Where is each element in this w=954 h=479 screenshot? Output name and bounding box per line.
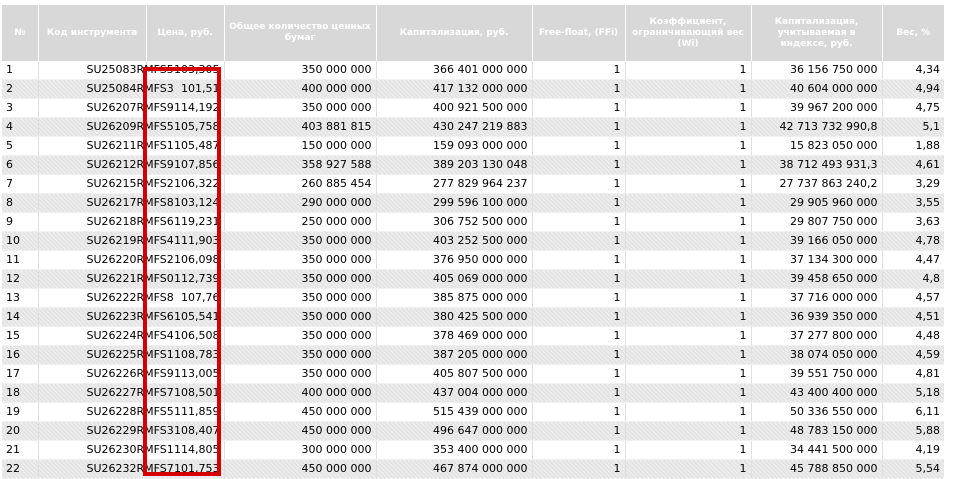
cell-weight: 5,88 [882,422,944,441]
cell-price: 103,305 [146,61,224,80]
cell-weight-limit: 1 [625,460,751,479]
cell-weight: 3,63 [882,213,944,232]
cell-index-capitalization: 50 336 550 000 [751,403,882,422]
cell-weight: 4,78 [882,232,944,251]
table-row [2,61,944,80]
cell-price: 111,903 [146,232,224,251]
cell-capitalization: 400 921 500 000 [376,99,532,118]
cell-index-capitalization: 38 712 493 931,3 [751,156,882,175]
cell-price: 107,76 [146,289,224,308]
cell-index-capitalization: 40 604 000 000 [751,80,882,99]
table-row [2,346,944,365]
table-row [2,308,944,327]
cell-weight: 4,61 [882,156,944,175]
cell-free-float: 1 [532,80,625,99]
cell-weight-limit: 1 [625,441,751,460]
cell-weight-limit: 1 [625,403,751,422]
cell-free-float: 1 [532,289,625,308]
cell-index-capitalization: 45 788 850 000 [751,460,882,479]
cell-quantity: 250 000 000 [224,213,376,232]
cell-number: 15 [2,327,38,346]
cell-free-float: 1 [532,251,625,270]
cell-code: SU26215RMFS2 [38,175,146,194]
cell-weight: 6,11 [882,403,944,422]
cell-capitalization: 366 401 000 000 [376,61,532,80]
cell-capitalization: 306 752 500 000 [376,213,532,232]
cell-weight-limit: 1 [625,118,751,137]
cell-code: SU26223RMFS6 [38,308,146,327]
cell-weight: 4,81 [882,365,944,384]
cell-free-float: 1 [532,403,625,422]
cell-code: SU26207RMFS9 [38,99,146,118]
table-row [2,327,944,346]
cell-code: SU26219RMFS4 [38,232,146,251]
col-header-code[interactable]: Код инструмента [38,5,146,61]
cell-price: 101,51 [146,80,224,99]
table-row [2,80,944,99]
cell-price: 106,098 [146,251,224,270]
cell-weight-limit: 1 [625,384,751,403]
col-header-free-float[interactable]: Free-float, (FFi) [532,5,625,61]
cell-price: 119,231 [146,213,224,232]
cell-code: SU26225RMFS1 [38,346,146,365]
cell-weight: 4,57 [882,289,944,308]
cell-quantity: 350 000 000 [224,251,376,270]
cell-quantity: 358 927 588 [224,156,376,175]
table-row [2,270,944,289]
col-header-weight-limit[interactable]: Коэффициент, ограничивающий вес (Wi) [625,5,751,61]
table-row [2,99,944,118]
cell-index-capitalization: 39 166 050 000 [751,232,882,251]
table-row [2,232,944,251]
table-row [2,289,944,308]
cell-weight-limit: 1 [625,99,751,118]
cell-capitalization: 405 069 000 000 [376,270,532,289]
cell-number: 5 [2,137,38,156]
cell-weight-limit: 1 [625,270,751,289]
cell-weight: 4,51 [882,308,944,327]
table-row [2,403,944,422]
cell-free-float: 1 [532,61,625,80]
cell-price: 105,487 [146,137,224,156]
cell-code: SU26220RMFS2 [38,251,146,270]
col-header-weight[interactable]: Вес, % [882,5,944,61]
cell-free-float: 1 [532,308,625,327]
table-row [2,460,944,479]
cell-price: 105,541 [146,308,224,327]
cell-index-capitalization: 39 967 200 000 [751,99,882,118]
cell-capitalization: 387 205 000 000 [376,346,532,365]
cell-weight: 5,18 [882,384,944,403]
cell-index-capitalization: 43 400 400 000 [751,384,882,403]
cell-quantity: 400 000 000 [224,384,376,403]
cell-number: 22 [2,460,38,479]
cell-price: 113,005 [146,365,224,384]
cell-number: 16 [2,346,38,365]
cell-code: SU26230RMFS1 [38,441,146,460]
cell-capitalization: 380 425 500 000 [376,308,532,327]
cell-quantity: 450 000 000 [224,403,376,422]
cell-price: 114,192 [146,99,224,118]
cell-capitalization: 417 132 000 000 [376,80,532,99]
cell-weight: 5,54 [882,460,944,479]
table-body [2,61,944,479]
cell-number: 21 [2,441,38,460]
cell-capitalization: 277 829 964 237 [376,175,532,194]
cell-price: 111,859 [146,403,224,422]
cell-capitalization: 405 807 500 000 [376,365,532,384]
cell-weight-limit: 1 [625,251,751,270]
cell-code: SU26232RMFS7 [38,460,146,479]
cell-weight: 4,19 [882,441,944,460]
cell-number: 1 [2,61,38,80]
cell-number: 19 [2,403,38,422]
cell-code: SU25084RMFS3 [38,80,146,99]
cell-weight-limit: 1 [625,156,751,175]
table-row [2,441,944,460]
col-header-quantity[interactable]: Общее количество ценных бумаг [224,5,376,61]
cell-price: 103,124 [146,194,224,213]
cell-weight: 4,47 [882,251,944,270]
cell-quantity: 350 000 000 [224,99,376,118]
cell-capitalization: 403 252 500 000 [376,232,532,251]
cell-free-float: 1 [532,346,625,365]
cell-weight-limit: 1 [625,80,751,99]
cell-weight-limit: 1 [625,308,751,327]
cell-index-capitalization: 37 716 000 000 [751,289,882,308]
cell-quantity: 150 000 000 [224,137,376,156]
cell-index-capitalization: 36 156 750 000 [751,61,882,80]
cell-free-float: 1 [532,99,625,118]
cell-index-capitalization: 38 074 050 000 [751,346,882,365]
cell-weight-limit: 1 [625,137,751,156]
cell-number: 2 [2,80,38,99]
table-row [2,384,944,403]
cell-code: SU26209RMFS5 [38,118,146,137]
cell-capitalization: 496 647 000 000 [376,422,532,441]
cell-index-capitalization: 29 807 750 000 [751,213,882,232]
cell-code: SU26228RMFS5 [38,403,146,422]
cell-weight-limit: 1 [625,365,751,384]
cell-weight-limit: 1 [625,61,751,80]
cell-price: 106,322 [146,175,224,194]
cell-code: SU26229RMFS3 [38,422,146,441]
col-header-price[interactable]: Цена, руб. [146,5,224,61]
table-row [2,194,944,213]
cell-index-capitalization: 42 713 732 990,8 [751,118,882,137]
cell-capitalization: 430 247 219 883 [376,118,532,137]
cell-weight: 4,75 [882,99,944,118]
cell-weight-limit: 1 [625,422,751,441]
cell-price: 107,856 [146,156,224,175]
cell-index-capitalization: 37 134 300 000 [751,251,882,270]
cell-number: 17 [2,365,38,384]
col-header-capitalization[interactable]: Капитализация, руб. [376,5,532,61]
cell-free-float: 1 [532,327,625,346]
cell-free-float: 1 [532,118,625,137]
cell-price: 101,753 [146,460,224,479]
table-row [2,118,944,137]
cell-free-float: 1 [532,137,625,156]
table-row [2,156,944,175]
cell-weight: 4,59 [882,346,944,365]
cell-free-float: 1 [532,460,625,479]
cell-price: 114,805 [146,441,224,460]
cell-capitalization: 159 093 000 000 [376,137,532,156]
cell-number: 9 [2,213,38,232]
cell-quantity: 350 000 000 [224,327,376,346]
cell-capitalization: 299 596 100 000 [376,194,532,213]
cell-weight-limit: 1 [625,232,751,251]
cell-free-float: 1 [532,441,625,460]
cell-code: SU26212RMFS9 [38,156,146,175]
cell-number: 8 [2,194,38,213]
cell-number: 7 [2,175,38,194]
cell-quantity: 450 000 000 [224,460,376,479]
cell-code: SU26217RMFS8 [38,194,146,213]
cell-weight: 1,88 [882,137,944,156]
cell-index-capitalization: 48 783 150 000 [751,422,882,441]
cell-capitalization: 353 400 000 000 [376,441,532,460]
table-row [2,213,944,232]
cell-code: SU26226RMFS9 [38,365,146,384]
cell-capitalization: 389 203 130 048 [376,156,532,175]
cell-free-float: 1 [532,232,625,251]
cell-weight-limit: 1 [625,175,751,194]
cell-quantity: 290 000 000 [224,194,376,213]
cell-number: 13 [2,289,38,308]
col-header-number[interactable]: № [2,5,38,61]
cell-index-capitalization: 36 939 350 000 [751,308,882,327]
cell-quantity: 260 885 454 [224,175,376,194]
cell-capitalization: 437 004 000 000 [376,384,532,403]
table-row [2,422,944,441]
cell-capitalization: 376 950 000 000 [376,251,532,270]
cell-free-float: 1 [532,213,625,232]
cell-quantity: 350 000 000 [224,289,376,308]
cell-number: 10 [2,232,38,251]
cell-code: SU26224RMFS4 [38,327,146,346]
table-row [2,175,944,194]
cell-price: 108,783 [146,346,224,365]
cell-weight: 5,1 [882,118,944,137]
cell-weight: 4,94 [882,80,944,99]
cell-index-capitalization: 34 441 500 000 [751,441,882,460]
cell-free-float: 1 [532,365,625,384]
table-header-row [2,5,944,61]
table-row [2,251,944,270]
cell-index-capitalization: 37 277 800 000 [751,327,882,346]
cell-free-float: 1 [532,156,625,175]
cell-index-capitalization: 39 551 750 000 [751,365,882,384]
cell-price: 108,501 [146,384,224,403]
index-composition-table [2,5,944,479]
col-header-index-capitalization[interactable]: Капитализация, учитываемая в индексе, руб. [751,5,882,61]
cell-quantity: 350 000 000 [224,61,376,80]
cell-free-float: 1 [532,194,625,213]
cell-weight: 4,8 [882,270,944,289]
cell-weight: 4,48 [882,327,944,346]
cell-weight: 4,34 [882,61,944,80]
cell-number: 4 [2,118,38,137]
cell-code: SU26222RMFS8 [38,289,146,308]
cell-weight-limit: 1 [625,213,751,232]
cell-quantity: 403 881 815 [224,118,376,137]
cell-code: SU26227RMFS7 [38,384,146,403]
cell-free-float: 1 [532,175,625,194]
table-row [2,137,944,156]
cell-code: SU26218RMFS6 [38,213,146,232]
table-row [2,365,944,384]
cell-number: 14 [2,308,38,327]
cell-index-capitalization: 15 823 050 000 [751,137,882,156]
cell-code: SU26211RMFS1 [38,137,146,156]
cell-price: 105,758 [146,118,224,137]
cell-index-capitalization: 27 737 863 240,2 [751,175,882,194]
cell-number: 20 [2,422,38,441]
cell-weight-limit: 1 [625,194,751,213]
cell-number: 11 [2,251,38,270]
cell-number: 6 [2,156,38,175]
cell-free-float: 1 [532,270,625,289]
cell-capitalization: 378 469 000 000 [376,327,532,346]
cell-quantity: 350 000 000 [224,346,376,365]
cell-quantity: 350 000 000 [224,308,376,327]
cell-number: 18 [2,384,38,403]
cell-weight: 3,55 [882,194,944,213]
cell-weight-limit: 1 [625,346,751,365]
cell-quantity: 350 000 000 [224,270,376,289]
cell-weight: 3,29 [882,175,944,194]
cell-code: SU26221RMFS0 [38,270,146,289]
cell-number: 3 [2,99,38,118]
cell-free-float: 1 [532,384,625,403]
cell-price: 108,407 [146,422,224,441]
cell-index-capitalization: 29 905 960 000 [751,194,882,213]
cell-free-float: 1 [532,422,625,441]
cell-price: 112,739 [146,270,224,289]
cell-capitalization: 515 439 000 000 [376,403,532,422]
cell-quantity: 300 000 000 [224,441,376,460]
cell-quantity: 400 000 000 [224,80,376,99]
cell-index-capitalization: 39 458 650 000 [751,270,882,289]
cell-quantity: 450 000 000 [224,422,376,441]
cell-quantity: 350 000 000 [224,232,376,251]
cell-capitalization: 385 875 000 000 [376,289,532,308]
cell-weight-limit: 1 [625,327,751,346]
cell-quantity: 350 000 000 [224,365,376,384]
cell-weight-limit: 1 [625,289,751,308]
cell-code: SU25083RMFS5 [38,61,146,80]
cell-price: 106,508 [146,327,224,346]
cell-number: 12 [2,270,38,289]
cell-capitalization: 467 874 000 000 [376,460,532,479]
